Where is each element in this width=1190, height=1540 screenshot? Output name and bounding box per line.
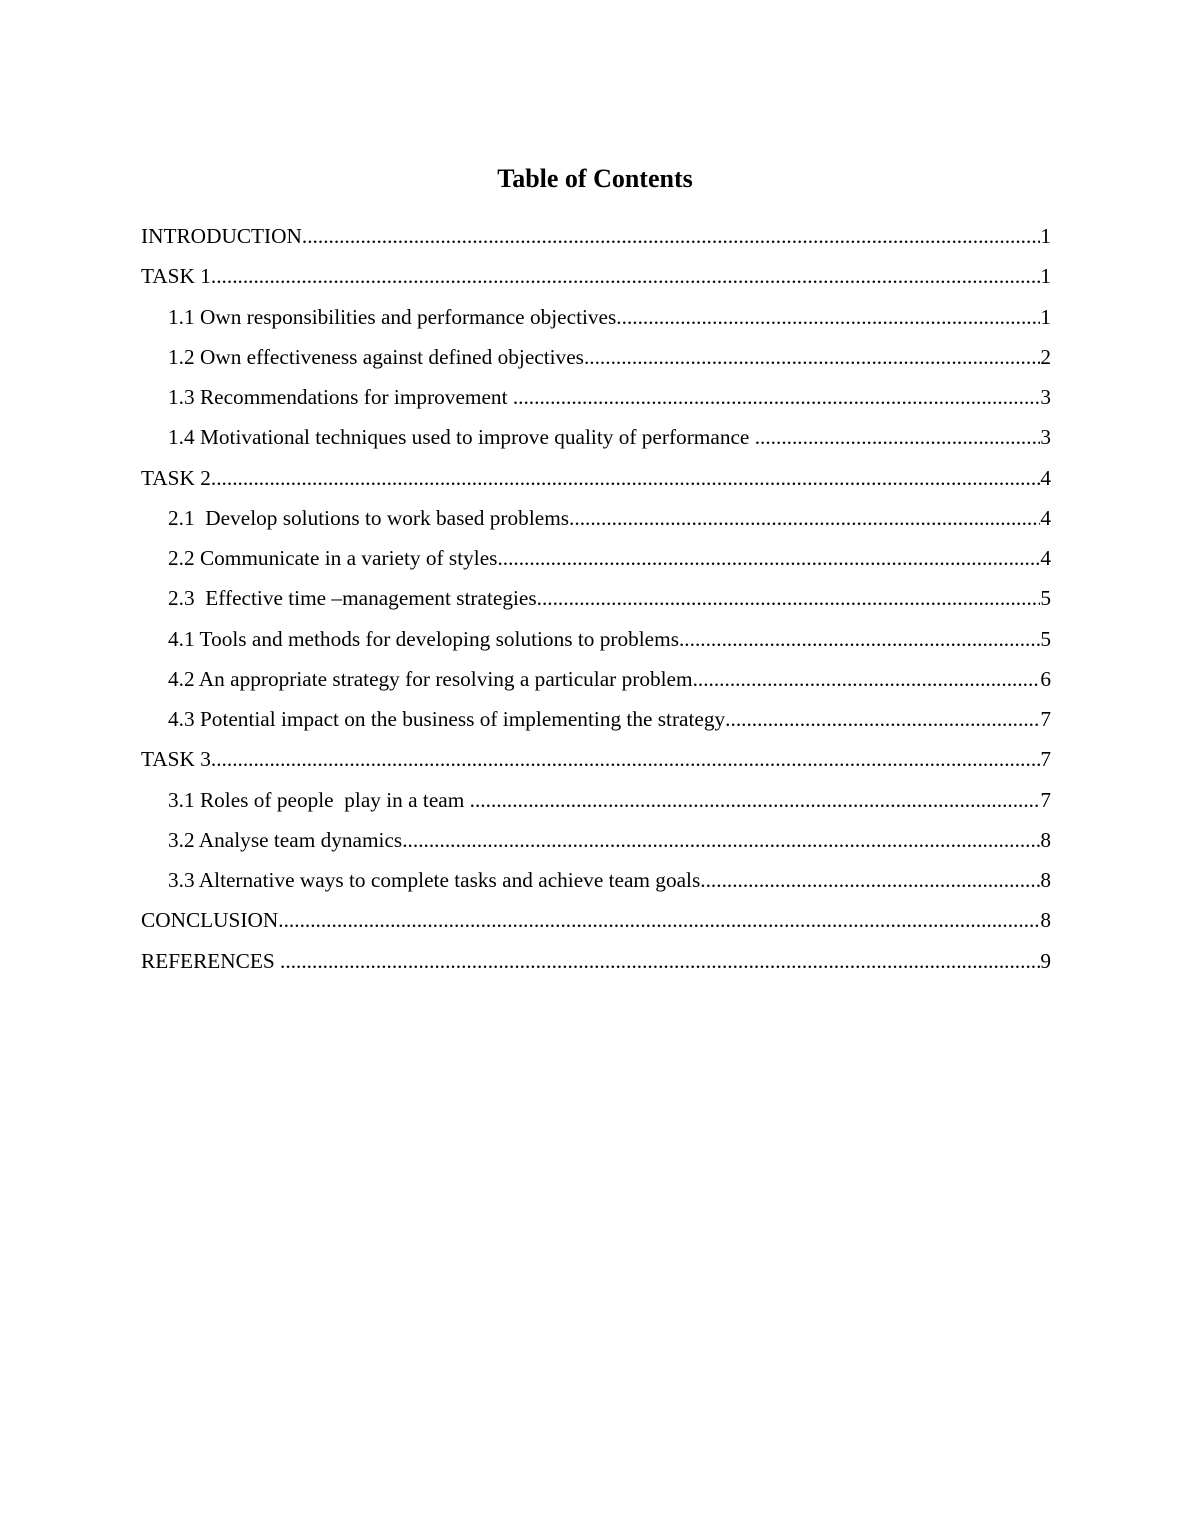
toc-entry-title: TASK 2 (141, 465, 211, 490)
dot-leader (755, 417, 1041, 457)
toc-entry-title: INTRODUCTION (141, 224, 302, 248)
toc-entry[interactable] (141, 377, 1051, 417)
dot-leader (402, 820, 1040, 860)
toc-entry[interactable] (141, 900, 1051, 940)
toc-entry-title: CONCLUSION (141, 908, 279, 933)
toc-entry-title: 4.3 Potential impact on the business of implementing the strategy (168, 707, 726, 731)
page-title: Table of Contents (497, 164, 693, 193)
toc-entry[interactable] (141, 659, 1051, 699)
dot-leader (537, 578, 1041, 618)
toc-entry[interactable] (141, 538, 1051, 578)
toc-entry-title: REFERENCES (141, 948, 281, 973)
dot-leader (302, 216, 1040, 256)
toc-entry-page-number: 7 (1040, 747, 1051, 772)
dot-leader (497, 538, 1040, 578)
toc-entry[interactable] (141, 699, 1051, 739)
toc-entry-page-number: 5 (1040, 586, 1051, 611)
toc-entry[interactable] (141, 941, 1051, 981)
toc-entry-title: TASK 3 (141, 747, 211, 772)
toc-entry-title: 1.1 Own responsibilities and performance objectives (168, 304, 617, 329)
dot-leader (211, 256, 1040, 296)
dot-leader (679, 619, 1040, 659)
toc-entry-page-number: 8 (1040, 908, 1051, 933)
toc-entry-title: 3.3 Alternative ways to complete tasks and achieve team goals (168, 868, 701, 892)
toc-entry[interactable] (141, 619, 1051, 659)
toc-entry-title: 1.4 Motivational techniques used to improve quality of performance (168, 425, 755, 450)
dot-leader (278, 900, 1040, 940)
toc-entry-page-number: 1 (1040, 304, 1051, 329)
dot-leader (513, 377, 1041, 417)
dot-leader (470, 780, 1041, 820)
toc-entry-title: TASK 1 (141, 264, 211, 289)
dot-leader (584, 337, 1040, 377)
toc-entry-page-number: 8 (1040, 827, 1051, 852)
toc-entry[interactable] (141, 297, 1051, 337)
toc-entry-title: 2.2 Communicate in a variety of styles (168, 546, 498, 570)
toc-entry-page-number: 4 (1040, 546, 1051, 570)
toc-entry-page-number: 6 (1040, 666, 1051, 691)
toc-entry[interactable] (141, 458, 1051, 498)
toc-entry[interactable] (141, 337, 1051, 377)
toc-entry-title: 4.1 Tools and methods for developing solutions to problems (168, 626, 679, 651)
table-of-contents (141, 216, 1051, 981)
toc-entry-page-number: 3 (1040, 425, 1051, 450)
toc-entry-page-number: 7 (1040, 787, 1051, 812)
dot-leader (569, 498, 1040, 538)
toc-entry-page-number: 3 (1040, 385, 1051, 409)
toc-entry-title: 3.2 Analyse team dynamics (168, 827, 403, 852)
dot-leader (280, 941, 1040, 981)
toc-entry-page-number: 2 (1040, 344, 1051, 369)
toc-entry[interactable] (141, 216, 1051, 256)
toc-entry-page-number: 8 (1040, 868, 1051, 892)
toc-entry[interactable] (141, 780, 1051, 820)
toc-entry-title: 2.3 Effective time –management strategies (168, 586, 537, 611)
dot-leader (616, 297, 1040, 337)
toc-entry-title: 4.2 An appropriate strategy for resolving a particular problem (168, 666, 693, 691)
toc-entry[interactable] (141, 739, 1051, 779)
toc-entry[interactable] (141, 417, 1051, 457)
toc-entry-page-number: 1 (1040, 264, 1051, 289)
dot-leader (211, 458, 1040, 498)
toc-entry-page-number: 1 (1040, 224, 1051, 248)
toc-entry[interactable] (141, 498, 1051, 538)
toc-entry-page-number: 4 (1040, 465, 1051, 490)
toc-entry[interactable] (141, 820, 1051, 860)
dot-leader (725, 699, 1040, 739)
toc-entry[interactable] (141, 256, 1051, 296)
toc-entry-title: 1.2 Own effectiveness against defined objectives (168, 344, 584, 369)
toc-entry-page-number: 5 (1040, 626, 1051, 651)
toc-entry[interactable] (141, 860, 1051, 900)
toc-entry-page-number: 7 (1040, 707, 1051, 731)
toc-entry-title: 2.1 Develop solutions to work based problems (168, 505, 570, 530)
toc-entry[interactable] (141, 578, 1051, 618)
toc-entry-page-number: 4 (1040, 505, 1051, 530)
dot-leader (700, 860, 1040, 900)
dot-leader (693, 659, 1041, 699)
toc-entry-title: 3.1 Roles of people play in a team (168, 787, 470, 812)
dot-leader (211, 739, 1040, 779)
toc-entry-page-number: 9 (1040, 948, 1051, 973)
toc-entry-title: 1.3 Recommendations for improvement (168, 385, 513, 409)
